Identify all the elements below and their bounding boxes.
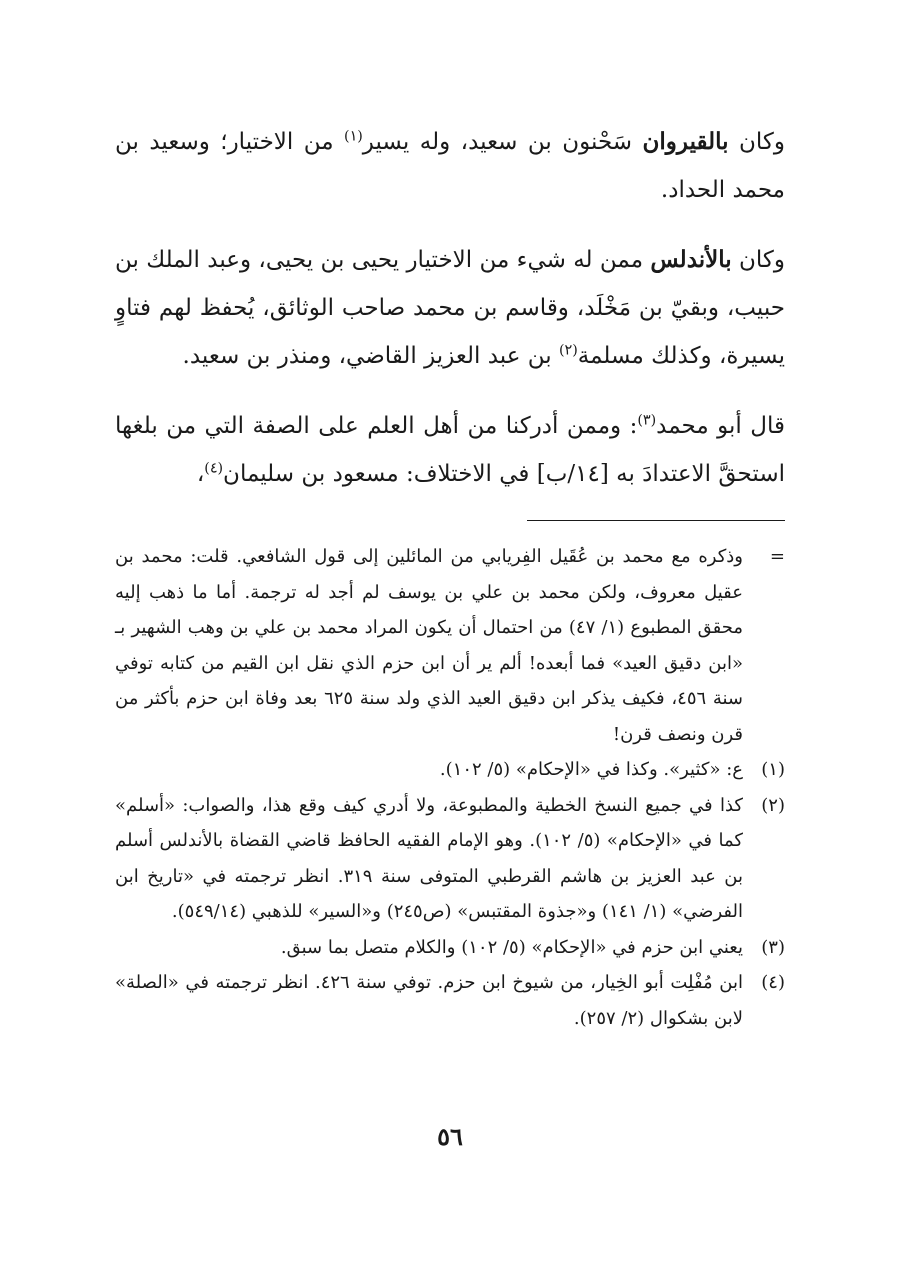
page-number: ٥٦	[437, 1122, 463, 1151]
footnote-number: (٢)	[761, 794, 785, 816]
footnote-ref-1: (١)	[344, 128, 363, 145]
footnote-ref-2: (٢)	[558, 342, 578, 359]
bold-place-name: بالقيروان	[642, 128, 729, 155]
text-run: وكان	[728, 129, 785, 155]
text-run: سَحْنون بن سعيد، وله يسير	[362, 129, 643, 155]
text-run: قال أبو محمد	[656, 413, 785, 439]
text-run: : وممن أدركنا من أهل العلم على الصفة التي من بلغها استحقَّ الاعتدادَ به [١٤/ب] في الاختلاف: مسعود بن سليمان	[115, 413, 785, 487]
paragraph-2	[115, 236, 785, 380]
paragraph-3	[115, 402, 785, 498]
text-run: بن عبد العزيز القاضي، ومنذر بن سعيد.	[182, 343, 559, 369]
footnote-text: ع: «كثير». وكذا في «الإحكام» (٥/ ١٠٢).	[439, 759, 743, 780]
main-text	[115, 118, 785, 498]
text-run: ممن له شيء من الاختيار يحيى بن يحيى، وعبد الملك بن حبيب، وبقيّ بن مَخْلَد، وقاسم بن محمد صاحب الوثائق، يُحفظ لهم فتاوٍ يسيرة، وكذلك مسلمة	[115, 247, 785, 369]
footnote-text: يعني ابن حزم في «الإحكام» (٥/ ١٠٢) والكلام متصل بما سبق.	[280, 936, 743, 958]
footnote-ref-3: (٣)	[637, 412, 657, 429]
footnote-2	[115, 788, 785, 930]
footnote-4	[115, 965, 785, 1036]
footnote-text: وذكره مع محمد بن عُقَيل الفِريابي من المائلين إلى قول الشافعي. قلت: محمد بن عقيل معروف، ولكن محمد بن علي بن يوسف لم أجد له ترجمة. أما ما ذهب إليه محقق المطبوع (١/ ٤٧) من احتمال أن يكون المراد محمد بن علي بن وهب الشهير بـ «ابن دقيق العيد» فما أبعده! ألم ير أن ابن حزم الذي نقل ابن القيم من كتابه توفي سنة ٤٥٦، فكيف يذكر ابن دقيق العيد الذي ولد سنة ٦٢٥ بعد وفاة ابن حزم بأكثر من قرن ونصف قرن!	[115, 546, 744, 745]
footnote-text: ابن مُفْلِت أبو الخِيار، من شيوخ ابن حزم. توفي سنة ٤٢٦. انظر ترجمته في «الصلة» لابن بشكوال (٢/ ٢٥٧).	[115, 972, 743, 1029]
footnote-number: (٣)	[761, 936, 785, 958]
bold-place-name: بالأندلس	[650, 246, 732, 273]
footnote-3	[115, 930, 785, 966]
text-run: ،	[196, 461, 205, 487]
footnote-number: (١)	[761, 759, 785, 780]
footnotes	[115, 539, 785, 1036]
footnote-ref-4: (٤)	[204, 460, 224, 477]
text-run: من الاختيار؛ وسعيد بن محمد الحداد.	[115, 129, 785, 203]
footnote-number: (٤)	[761, 972, 785, 993]
footnote-text: كذا في جميع النسخ الخطية والمطبوعة، ولا أدري كيف وقع هذا، والصواب: «أسلم» كما في «الإحكام» (٥/ ١٠٢). وهو الإمام الفقيه الحافظ قاضي القضاة بالأندلس أسلم بن عبد العزيز بن هاشم القرطبي المتوفى سنة ٣١٩. انظر ترجمته في «تاريخ ابن الفرضي» (١/ ١٤١) و«جذوة المقتبس» (ص٢٤٥) و«السير» للذهبي (٥٤٩/١٤).	[115, 794, 744, 922]
footnote-separator	[527, 520, 785, 521]
paragraph-1	[115, 118, 785, 214]
text-run: وكان	[731, 247, 785, 273]
footnote-1	[115, 752, 785, 788]
footnote-continued	[115, 539, 785, 752]
continuation-marker: =	[769, 546, 785, 567]
